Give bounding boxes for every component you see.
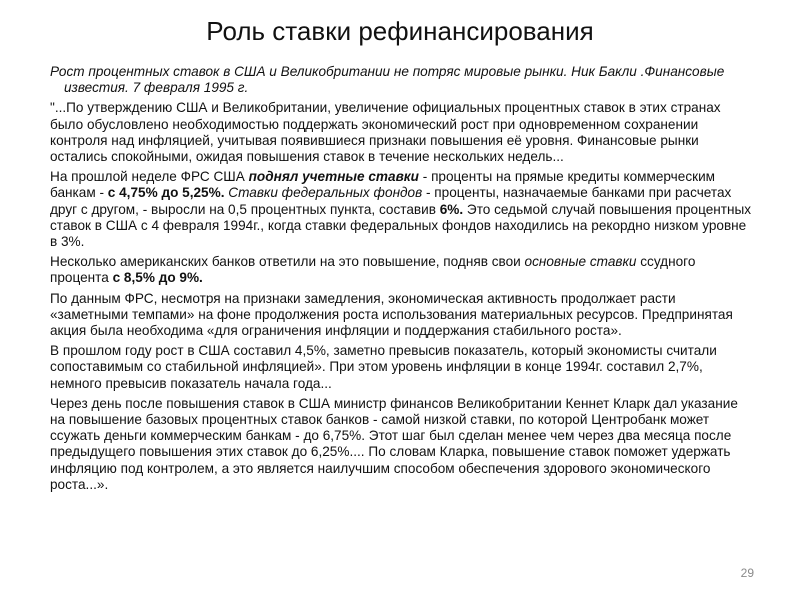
emphasis-federal-funds: Ставки федеральных фондов (228, 185, 423, 201)
emphasis-raised-rates: поднял учетные ставки (248, 169, 419, 185)
emphasis-six-percent: 6%. (439, 201, 464, 217)
text-span: На прошлой неделе ФРС США (50, 169, 249, 185)
emphasis-rate-change: с 4,75% до 5,25%. (107, 185, 225, 201)
paragraph-uk-rates: Через день после повышения ставок в США министр финансов Великобритании Кеннет Кларк дал указание на повышение базовых процентных ставок банков - самой низкой ставки, по которой Центробанк может ссужать деньги коммерческим банкам - до 6,75%. Этот шаг был сделан менее чем через два месяца после предыдущего повышения этих ставок до 6,25%.... По словам Кларка, повышение ставок поможет удержать инфляцию под контролем, а это является наилучшим способом обеспечения здорового экономического роста...». (50, 395, 738, 492)
text-span: Это седьмой случай повышения процентных ставок в США с 4 февраля 1994г., когда ставки федеральных фондов находились на рекордно низком уровне в 3%. (50, 201, 752, 250)
slide-body (50, 64, 755, 497)
paragraph-fed-rates (50, 169, 755, 250)
emphasis-prime-change: с 8,5% до 9%. (112, 270, 203, 286)
source-citation: Рост процентных ставок в США и Великобритании не потряс мировые рынки. Ник Бакли .Финансовые известия. 7 февраля 1995 г. (50, 64, 725, 96)
text-span: - проценты на прямые кредиты коммерческим банкам - (50, 169, 716, 201)
paragraph-quote-intro: "...По утверждению США и Великобритании, увеличение официальных процентных ставок в этих странах было обусловлено необходимостью поддержать экономический рост при одновременном сохранении контроля над инфляцией, учитывая появившиеся признаки повышения её уровня. Финансовые рынки остались спокойными, ожидая повышения ставок в течение нескольких недель... (50, 100, 721, 165)
text-span: ссудного процента (50, 254, 696, 286)
slide-title: Роль ставки рефинансирования (206, 16, 594, 46)
text-span: Несколько американских банков ответили на это повышение, подняв свои (50, 254, 525, 270)
paragraph-us-growth: В прошлом году рост в США составил 4,5%, заметно превысив показатель, который экономисты считали сопоставимым со стабильной инфляцией». При этом уровень инфляции в конце 1994г. составил 2,7%, немного превысив показатель начала года... (50, 343, 717, 391)
page-number: 29 (740, 566, 754, 580)
text-span: - проценты, назначаемые банками при расчетах друг с другом, - выросли на 0,5 процентных пункта, составив (50, 185, 732, 217)
paragraph-fed-data: По данным ФРС, несмотря на признаки замедления, экономическая активность продолжает расти «заметными темпами» на фоне продолжения роста использования материальных ресурсов. Предпринятая акция была необходима «для ограничения инфляции и поддержания стабильного роста». (50, 290, 733, 339)
emphasis-prime-rates: основные ставки (524, 254, 637, 270)
paragraph-us-banks (50, 254, 755, 286)
